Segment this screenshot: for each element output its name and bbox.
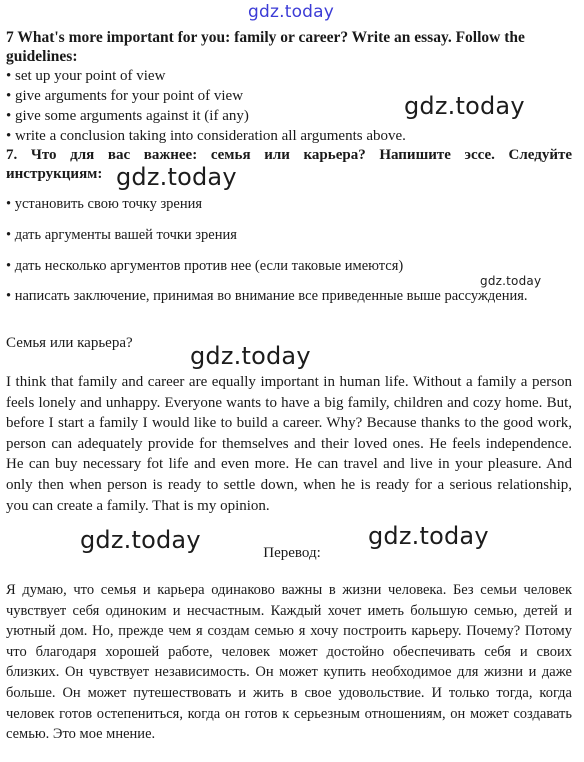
watermark: gdz.today xyxy=(404,92,525,120)
watermark: gdz.today xyxy=(368,522,489,550)
guideline-item: • write a conclusion taking into consideration all arguments above. xyxy=(6,126,406,146)
translation-text: Я думаю, что семья и карьера одинаково важны в жизни человека. Без семьи человек чувствует себя одиноким и несчастным. Каждый хочет иметь большую семью, детей и уютный дом. Но, прежде чем я создам семью я хочу построить карьеру. Почему? Потому что благодаря хорошей работе, человек может достойно обеспечивать себя и своих близких. Он чувствует независимость. Он может купить необходимое для жизни и даже больше. Он может путешествовать и жить в свое удовольствие. И только тогда, когда человек готов остепениться, когда он готов к серьезным отношениям, он может создавать семью. Это мое мнение. xyxy=(6,582,572,743)
guideline-item: • give some arguments against it (if any) xyxy=(6,106,406,126)
watermark: gdz.today xyxy=(116,163,237,191)
essay-title: Семья или карьера? xyxy=(6,335,133,351)
watermark: gdz.today xyxy=(480,274,542,288)
guideline-item: • написать заключение, принимая во внимание все приведенные выше рассуждения. xyxy=(6,287,566,306)
guideline-item: • give arguments for your point of view xyxy=(6,86,406,106)
guideline-item: • установить свою точку зрения xyxy=(6,194,566,225)
watermark: gdz.today xyxy=(248,2,335,22)
guideline-item: • дать несколько аргументов против нее (если таковые имеются) xyxy=(6,256,566,287)
guidelines-list-ru xyxy=(6,194,566,306)
translation-heading: Перевод: xyxy=(263,545,321,561)
guideline-item: • set up your point of view xyxy=(6,66,406,86)
guidelines-list-en xyxy=(6,66,406,146)
task-title-en: 7 What's more important for you: family or career? Write an essay. Follow the guidelines: xyxy=(6,29,525,65)
essay-text: I think that family and career are equally important in human life. Without a family a person feels lonely and unhappy. Everyone wants to have a big family, children and cozy home. But, before I start a family I would like to build a career. Why? Because thanks to the good work, person can adequately provide for themselves and their loved ones. He feels independence. He can buy necessary fot life and even more. He can travel and live in your pleasure. And only then when person is ready to settle down, when he is ready for a serious relationship, you can create a family. That is my opinion. xyxy=(6,374,572,514)
watermark: gdz.today xyxy=(80,526,201,554)
task-title-ru: 7. Что для вас важнее: семья или карьера? Напишите эссе. Следуйте инструкциям: xyxy=(6,147,572,182)
guideline-item: • дать аргументы вашей точки зрения xyxy=(6,225,566,256)
watermark: gdz.today xyxy=(190,342,311,370)
